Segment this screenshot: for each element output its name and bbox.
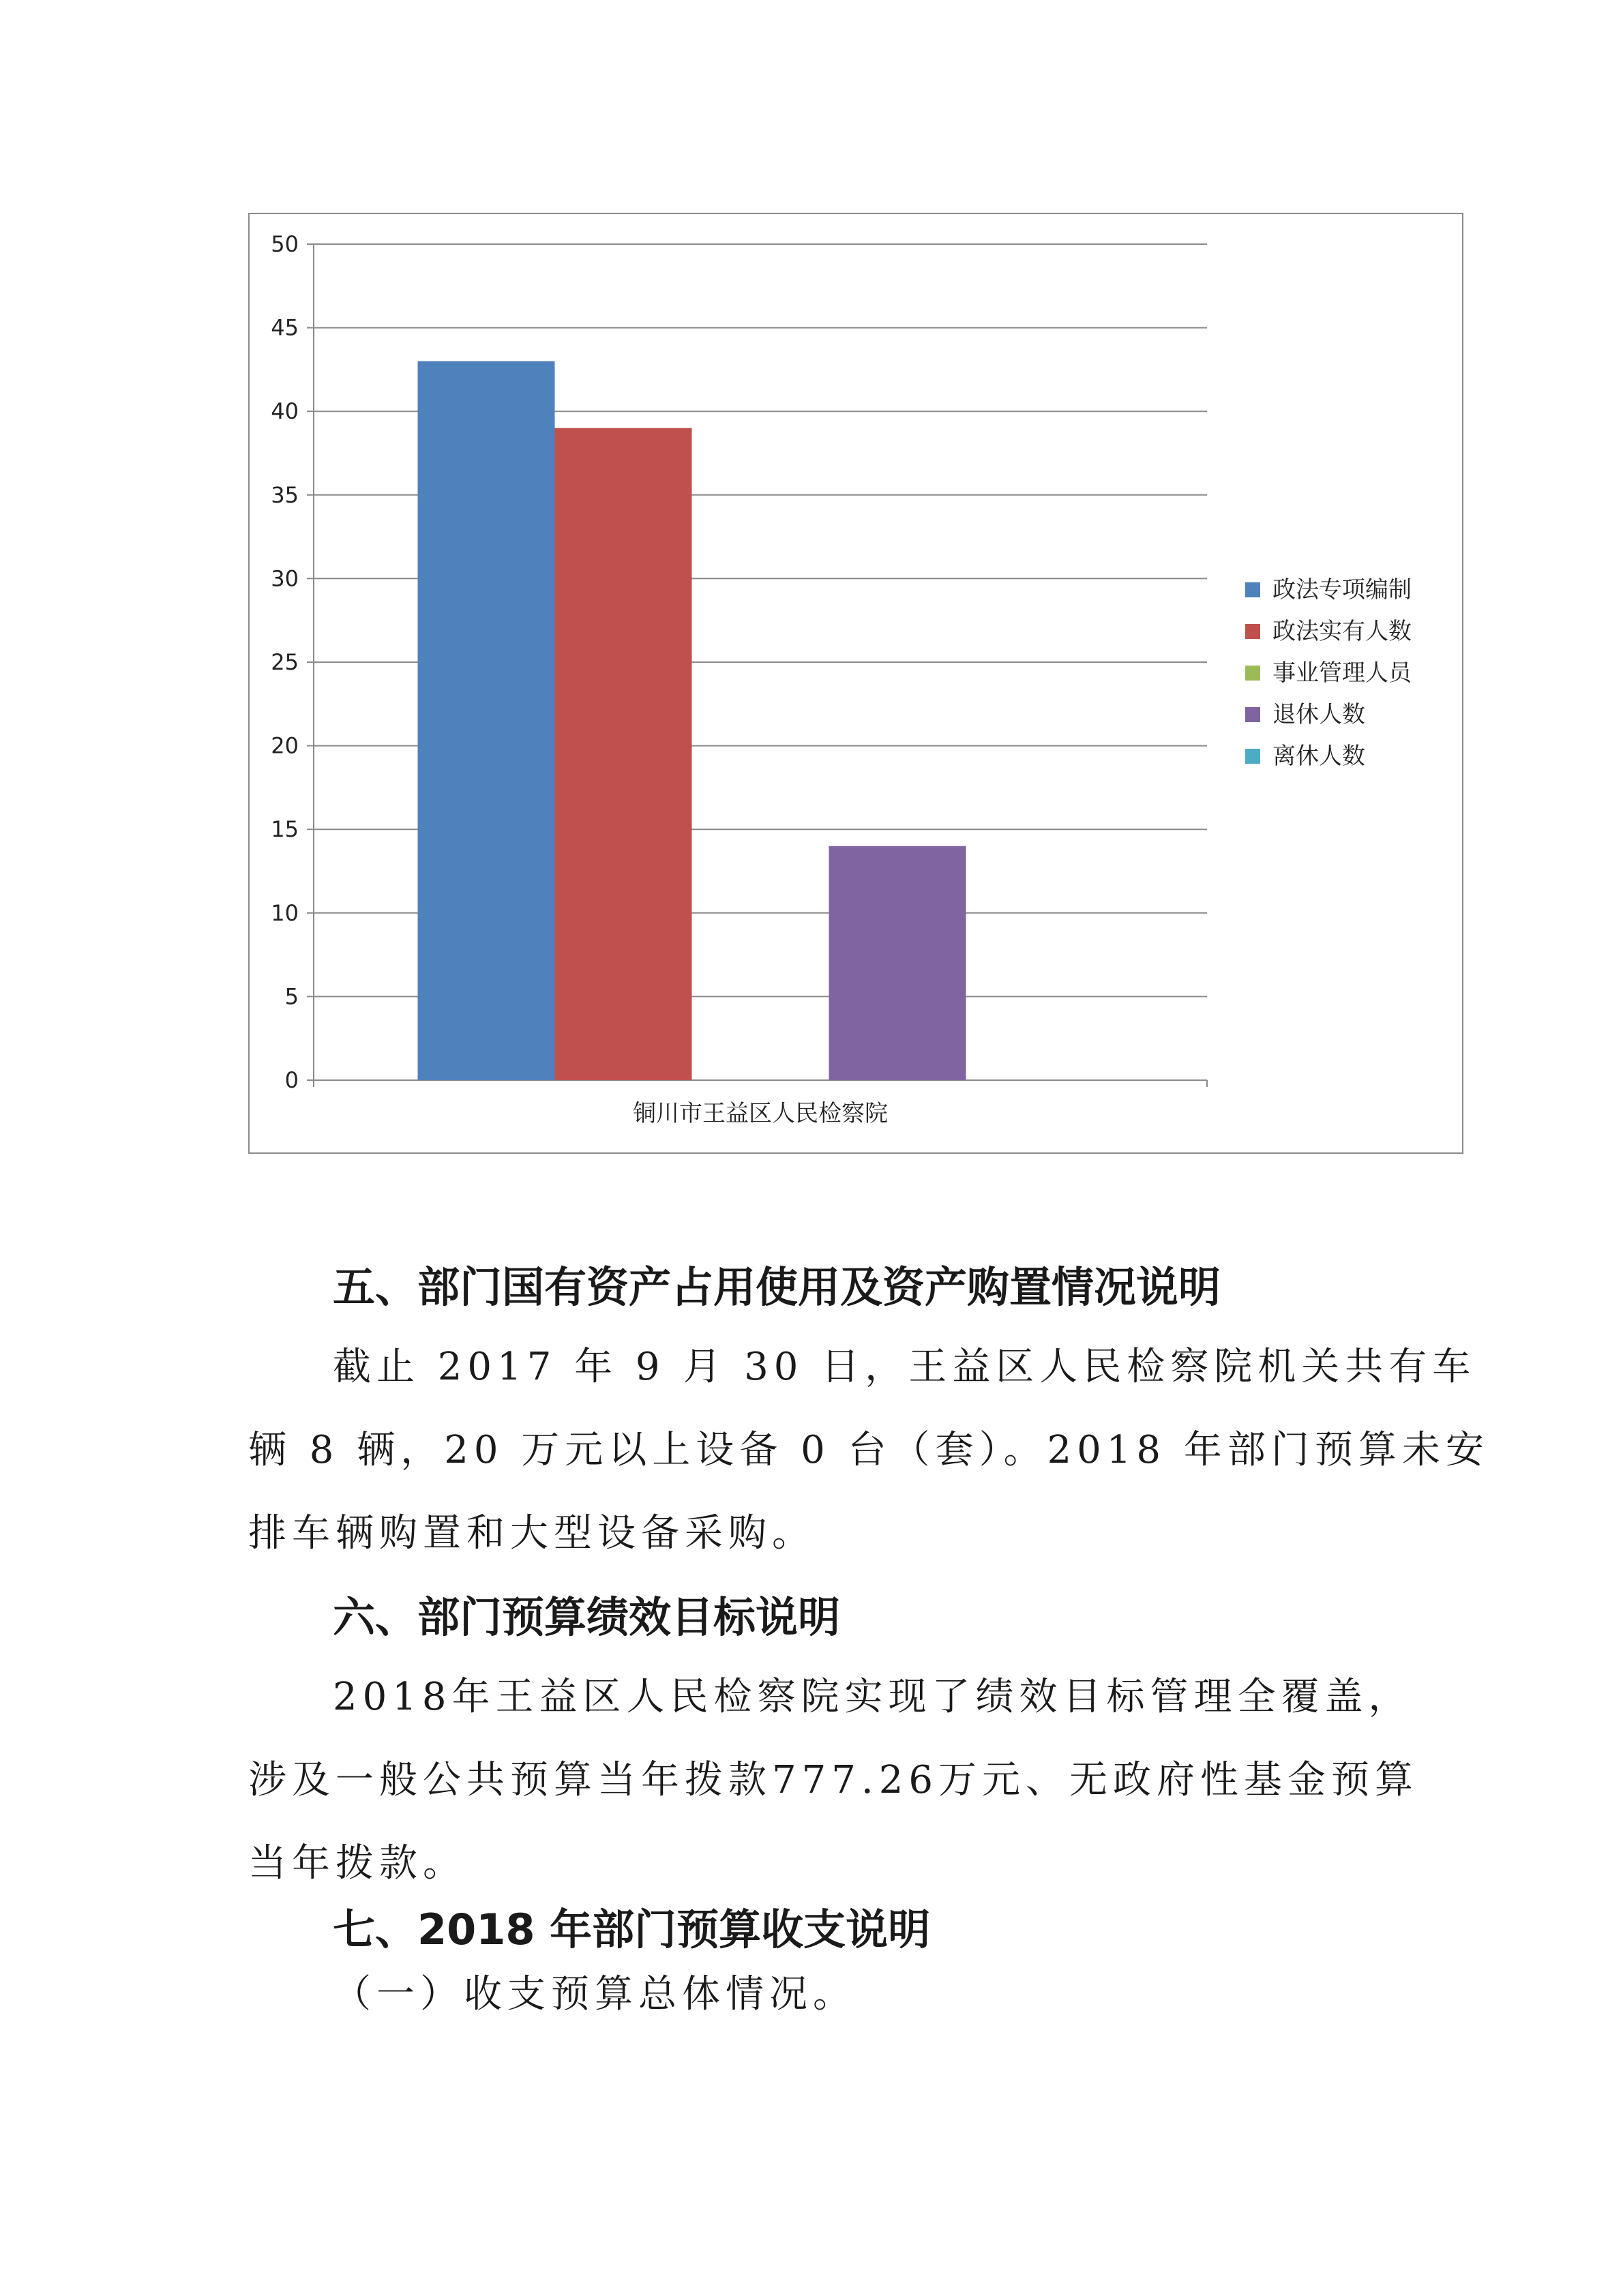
y-tick-label-0: 0 bbox=[284, 1067, 299, 1093]
section-5-heading: 五、部门国有资产占用使用及资产购置情况说明 bbox=[333, 1262, 1221, 1312]
bar-1 bbox=[418, 361, 555, 1080]
section-5-line-2: 辆 8 辆，20 万元以上设备 0 台（套）。2018 年部门预算未安 bbox=[248, 1428, 1489, 1472]
y-tick-label-45: 45 bbox=[271, 314, 299, 341]
legend-label-1: 政法专项编制 bbox=[1272, 576, 1412, 603]
y-tick-label-20: 20 bbox=[271, 732, 299, 759]
legend-label-4: 退休人数 bbox=[1272, 701, 1365, 728]
bar-4 bbox=[829, 846, 966, 1080]
y-tick-label-35: 35 bbox=[271, 481, 299, 508]
section-6-line-2: 涉及一般公共预算当年拨款777.26万元、无政府性基金预算 bbox=[248, 1758, 1418, 1802]
section-6-heading: 六、部门预算绩效目标说明 bbox=[333, 1592, 841, 1642]
legend-label-5: 离休人数 bbox=[1272, 743, 1365, 770]
section-6-line-3: 当年拨款。 bbox=[248, 1841, 466, 1885]
chart-svg bbox=[250, 214, 1462, 1152]
section-6-line-1: 2018年王益区人民检察院实现了绩效目标管理全覆盖， bbox=[333, 1675, 1412, 1719]
y-tick-label-10: 10 bbox=[271, 899, 299, 926]
personnel-bar-chart bbox=[248, 213, 1463, 1154]
y-tick-label-30: 30 bbox=[271, 565, 299, 592]
legend-label-2: 政法实有人数 bbox=[1272, 618, 1412, 645]
legend-swatch-2 bbox=[1245, 624, 1260, 639]
x-category-label: 铜川市王益区人民检察院 bbox=[633, 1100, 888, 1127]
bar-2 bbox=[555, 428, 692, 1080]
section-5-line-1: 截止 2017 年 9 月 30 日，王益区人民检察院机关共有车 bbox=[333, 1345, 1476, 1389]
legend-swatch-5 bbox=[1245, 749, 1260, 764]
y-tick-label-15: 15 bbox=[271, 816, 299, 843]
section-5-line-3: 排车辆购置和大型设备采购。 bbox=[248, 1511, 816, 1555]
legend-swatch-1 bbox=[1245, 582, 1260, 597]
legend-swatch-4 bbox=[1245, 707, 1260, 722]
section-7-subheading: （一）收支预算总体情况。 bbox=[333, 1972, 857, 2016]
y-tick-label-50: 50 bbox=[271, 231, 299, 257]
y-tick-label-25: 25 bbox=[271, 649, 299, 675]
y-tick-label-40: 40 bbox=[271, 398, 299, 425]
y-tick-label-5: 5 bbox=[284, 983, 299, 1010]
section-7-heading: 七、2018 年部门预算收支说明 bbox=[333, 1905, 931, 1954]
legend-swatch-3 bbox=[1245, 666, 1260, 681]
legend-label-3: 事业管理人员 bbox=[1272, 659, 1412, 687]
